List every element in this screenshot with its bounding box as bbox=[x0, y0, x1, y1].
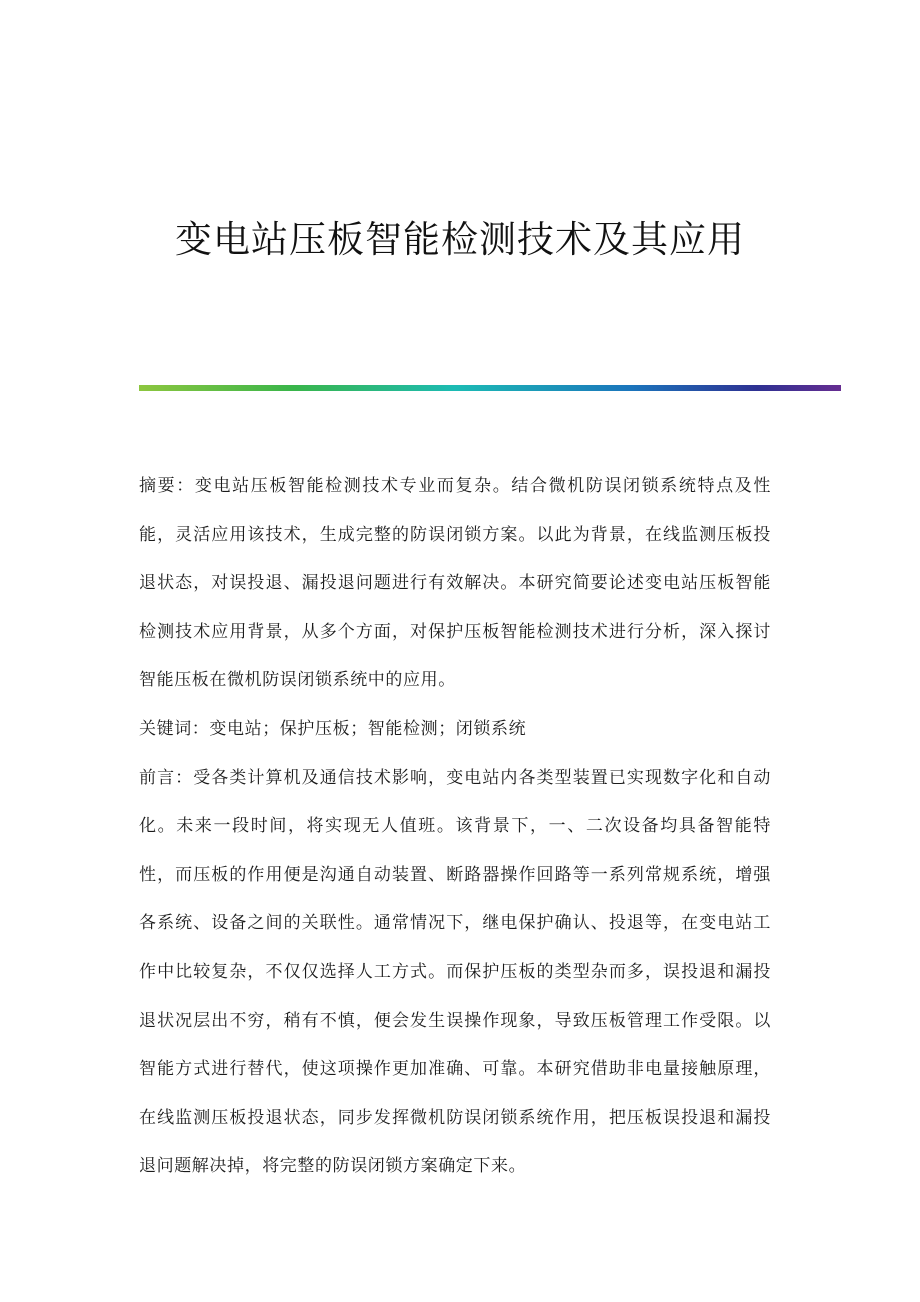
abstract-text: 变电站压板智能检测技术专业而复杂。结合微机防误闭锁系统特点及性能，灵活应用该技术，生成完整的防误闭锁方案。以此为背景，在线监测压板投退状态，对误投退、漏投退问题进行有效解决。本研究简要论述变电站压板智能检测技术应用背景，从多个方面，对保护压板智能检测技术进行分析，深入探讨智能压板在微机防误闭锁系统中的应用。 bbox=[139, 476, 771, 691]
keywords-paragraph bbox=[139, 705, 771, 754]
keywords-text: 变电站；保护压板；智能检测；闭锁系统 bbox=[209, 718, 527, 739]
preface-text: 受各类计算机及通信技术影响，变电站内各类型装置已实现数字化和自动化。未来一段时间，将实现无人值班。该背景下，一、二次设备均具备智能特性，而压板的作用便是沟通自动装置、断路器操作回路等一系列常规系统，增强各系统、设备之间的关联性。通常情况下，继电保护确认、投退等，在变电站工作中比较复杂，不仅仅选择人工方式。而保护压板的类型杂而多，误投退和漏投退状况层出不穷，稍有不慎，便会发生误操作现象，导致压板管理工作受限。以智能方式进行替代，使这项操作更加准确、可靠。本研究借助非电量接触原理，在线监测压板投退状态，同步发挥微机防误闭锁系统作用，把压板误投退和漏投退问题解决掉，将完整的防误闭锁方案确定下来。 bbox=[139, 767, 771, 1177]
abstract-label: 摘要： bbox=[139, 476, 195, 496]
preface-label: 前言： bbox=[139, 767, 194, 788]
gradient-divider bbox=[139, 385, 841, 391]
document-body bbox=[139, 462, 771, 1191]
abstract-paragraph bbox=[139, 462, 771, 705]
keywords-label: 关键词： bbox=[139, 718, 210, 739]
document-title: 变电站压板智能检测技术及其应用 bbox=[175, 218, 745, 261]
preface-paragraph bbox=[139, 754, 771, 1191]
